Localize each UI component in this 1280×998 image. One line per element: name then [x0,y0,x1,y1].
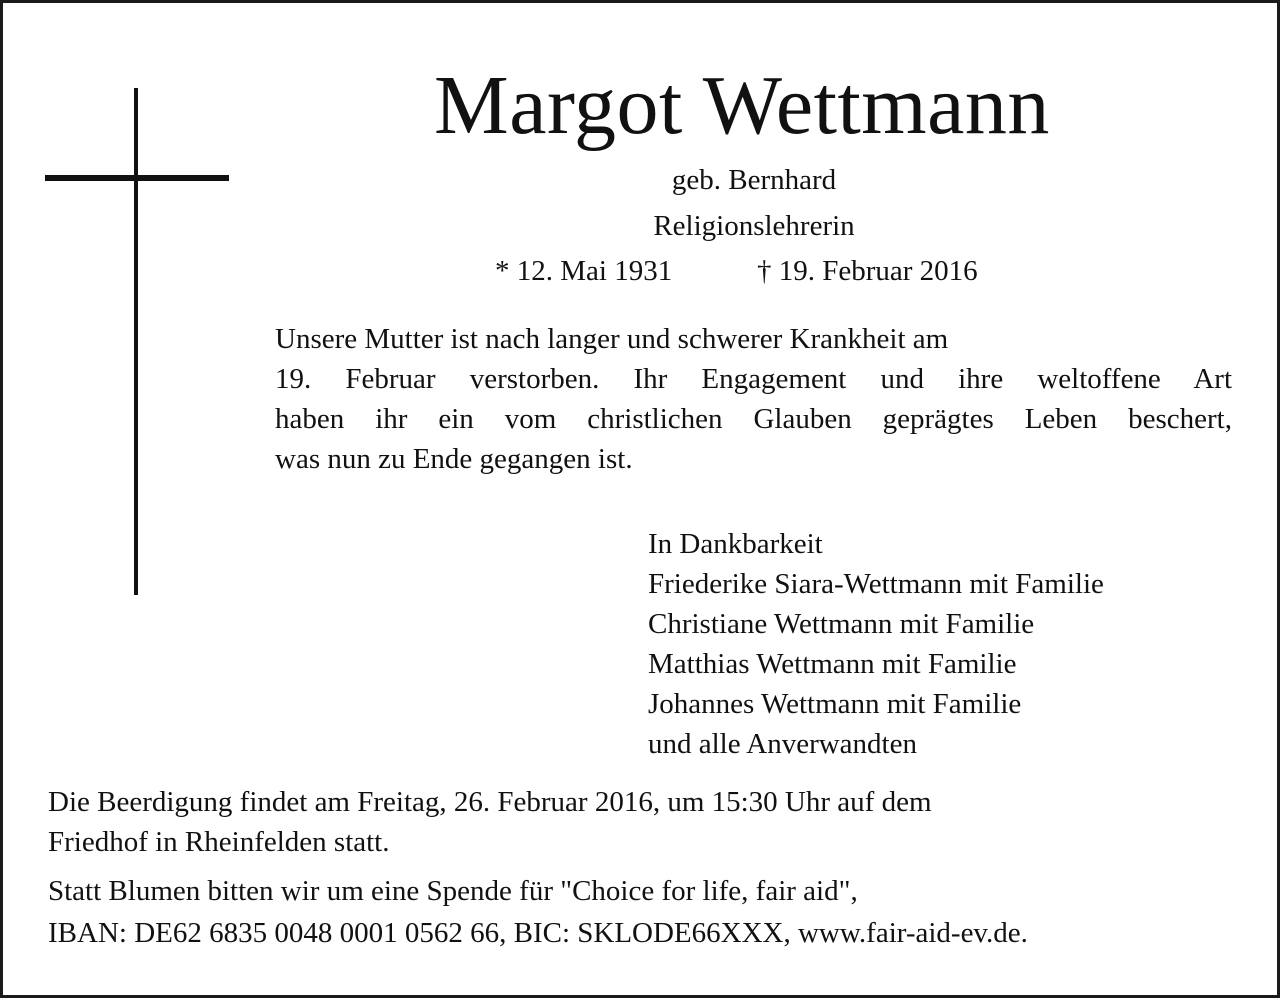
notice-text [275,319,1232,479]
deceased-name: Margot Wettmann [434,59,1050,152]
birth-date: * 12. Mai 1931 [495,255,673,287]
profession: Religionslehrerin [653,210,855,242]
cross-vertical-bar [134,88,138,595]
signer-line: Johannes Wettmann mit Familie [648,688,1022,720]
donation-info [48,870,1028,954]
donation-line: IBAN: DE62 6835 0048 0001 0562 66, BIC: SKLODE66XXX, www.fair-aid-ev.de. [48,917,1028,949]
signer-line: Matthias Wettmann mit Familie [648,648,1017,680]
funeral-line: Friedhof in Rheinfelden statt. [48,826,390,858]
notice-text-line: haben ihr ein vom christlichen Glauben geprägtes Leben beschert, [275,403,1232,435]
signer-line: Christiane Wettmann mit Familie [648,608,1035,640]
notice-text-line: 19. Februar verstorben. Ihr Engagement und ihre weltoffene Art [275,363,1232,395]
donation-line: Statt Blumen bitten wir um eine Spende für "Choice for life, fair aid", [48,875,858,907]
death-date: † 19. Februar 2016 [757,255,978,287]
notice-text-line: Unsere Mutter ist nach langer und schwerer Krankheit am [275,323,949,355]
signer-line: und alle Anverwandten [648,728,917,760]
cross-horizontal-bar [45,175,229,181]
funeral-info [48,782,932,862]
maiden-name: geb. Bernhard [671,164,837,196]
funeral-line: Die Beerdigung findet am Freitag, 26. Februar 2016, um 15:30 Uhr auf dem [48,786,932,818]
signer-line: Friederike Siara-Wettmann mit Familie [648,568,1104,600]
signer-line: In Dankbarkeit [648,528,823,560]
signers-list [648,524,1104,764]
notice-text-line: was nun zu Ende gegangen ist. [275,443,633,475]
